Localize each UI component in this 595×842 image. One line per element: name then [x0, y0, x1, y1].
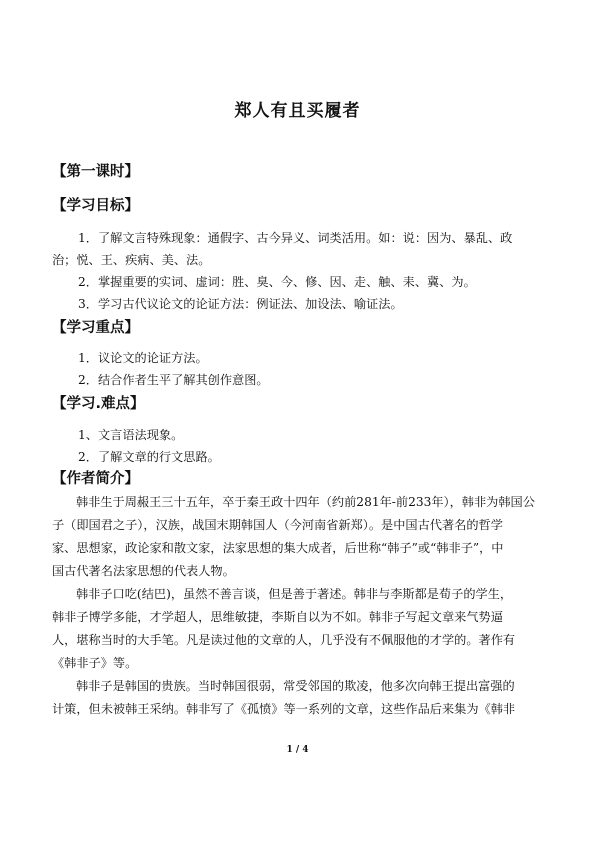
- difficulty-item: 2．了解文章的行文思路。: [78, 450, 220, 464]
- paragraph-line: 人，堪称当时的大手笔。凡是读过他的文章的人，几乎没有不佩服他的才学的。著作有: [52, 633, 516, 647]
- author-paragraph: [52, 675, 547, 721]
- paragraph-line: 《韩非子》等。: [52, 656, 138, 670]
- goal-item: 3．学习古代议论文的论证方法：例证法、加设法、喻证法。: [78, 297, 403, 311]
- difficulty-item: 1、文言语法现象。: [78, 428, 184, 442]
- author-paragraph: [52, 491, 547, 583]
- goal-item-continued: 治；悦、王、疾病、美、法。: [52, 253, 211, 267]
- goals-heading: 【学习目标】: [52, 198, 139, 214]
- paragraph-line: 子（即国君之子），汉族，战国末期韩国人（今河南省新郑）。是中国古代著名的哲学: [52, 518, 503, 532]
- paragraph-line: 计策，但未被韩王采纳。韩非写了《孤愤》等一系列的文章，这些作品后来集为《韩非: [52, 702, 516, 716]
- author-paragraph: [52, 583, 547, 675]
- paragraph-line: 韩非子博学多能，才学超人，思维敏捷，李斯自以为不如。韩非子写起文章来气势逼: [52, 610, 503, 624]
- lesson-heading: 【第一课时】: [52, 164, 139, 180]
- page-number: 1 / 4: [286, 745, 309, 755]
- paragraph-line: 家、思想家，政论家和散文家，法家思想的集大成者，后世称“韩子”或“韩非子”，中: [52, 541, 504, 555]
- document-title: 郑人有且买履者: [234, 101, 361, 121]
- paragraph-line: 国古代著名法家思想的代表人物。: [52, 564, 235, 578]
- paragraph-line: 韩非子是韩国的贵族。当时韩国很弱，常受邻国的欺凌，他多次向韩王提出富强的: [76, 679, 515, 693]
- focus-item: 2．结合作者生平了解其创作意图。: [78, 373, 269, 387]
- goal-item: 1．了解文言特殊现象：通假字、古今异义、词类活用。如：说：因为、暴乱、政: [78, 231, 513, 245]
- paragraph-line: 韩非生于周赧王三十五年，卒于秦王政十四年（约前281年-前233年），韩非为韩国公: [76, 495, 535, 509]
- focus-item: 1．议论文的论证方法。: [78, 351, 208, 365]
- author-heading: 【作者简介】: [52, 471, 139, 487]
- focus-heading: 【学习重点】: [52, 320, 139, 336]
- goal-item: 2．掌握重要的实词、虚词：胜、臭、今、修、因、走、触、耒、冀、为。: [78, 275, 476, 289]
- difficulty-heading: 【学习.难点】: [52, 396, 145, 412]
- paragraph-line: 韩非子口吃(结巴)，虽然不善言谈，但是善于著述。韩非与李斯都是荀子的学生，: [76, 587, 513, 601]
